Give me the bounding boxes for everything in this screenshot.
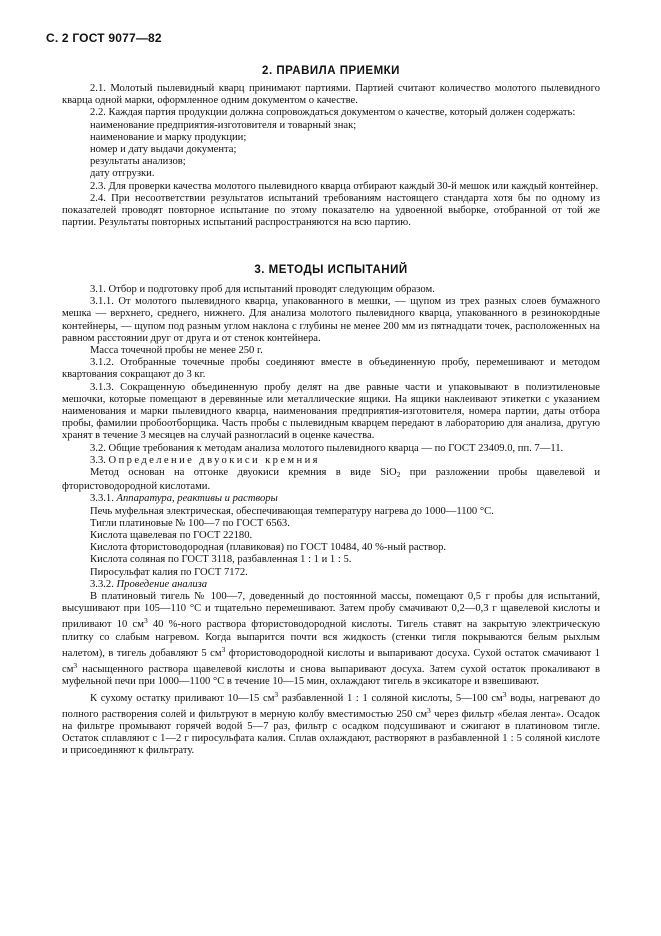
text-run: К сухому остатку приливают 10—15 см	[90, 692, 275, 704]
paragraph-method	[62, 467, 600, 493]
paragraph-3-2: 3.2. Общие требования к методам анализа молотого пылевидного кварца — по ГОСТ 23409.0, пп. 7—11.	[90, 442, 564, 454]
paragraph-analysis-1	[62, 591, 600, 688]
apparatus-item: Печь муфельная электрическая, обеспечивающая температуру нагрева до 1000—1100 °С.	[90, 505, 494, 517]
list-item: наименование предприятия-изготовителя и товарный знак;	[90, 119, 357, 131]
heading-number: 3.3.1.	[90, 493, 114, 505]
section-2-title: 2. ПРАВИЛА ПРИЕМКИ	[262, 65, 400, 77]
text-run: Метод основан на отгонке двуокиси кремния в виде SiO	[90, 467, 397, 479]
apparatus-item: Кислота щавелевая по ГОСТ 22180.	[90, 530, 253, 542]
text-run: В платиновый тигель № 100—7, доведенный до постоянной массы, помещают 0,5 г пробы для испытаний, высушивают при 105—110 °С и тщательно перемешивают. Затем пробу смачивают 0,2—0,3 г щавелевой кислоты и приливают 10 см	[62, 591, 600, 631]
text-run: разбавленной 1 : 1 соляной кислоты, 5—100 см	[278, 692, 503, 704]
paragraph-3-1-1: 3.1.1. От молотого пылевидного кварца, упакованного в мешки, — щупом из трех разных слоев бумажного мешка — верхнего, среднего, нижнего. Для анализа молотого пылевидного кварца, упакованного в резинокордные контейнеры, — щупом под разным углом наклона с глубины не менее 200 мм из пятнадцати точек, расположенных на равном расстоянии друг от друга и от стенок контейнера.	[62, 296, 600, 344]
paragraph-mass: Масса точечной пробы не менее 250 г.	[90, 345, 263, 357]
apparatus-item: Кислота фтористоводородная (плавиковая) по ГОСТ 10484, 40 %-ный раствор.	[90, 542, 447, 554]
text-run: при разложении пробы щавелевой и фтористоводородной кислотами.	[62, 467, 600, 493]
heading-text: Проведение анализа	[116, 578, 208, 590]
paragraph-3-3-1-heading	[62, 493, 600, 505]
subscript: 2	[396, 470, 401, 480]
list-item: номер и дату выдачи документа;	[90, 144, 237, 156]
paragraph-analysis-2	[62, 689, 600, 758]
heading-text: Определение двуокиси кремния	[108, 454, 320, 466]
paragraph-3-1-3: 3.1.3. Сокращенную объединенную пробу делят на две равные части и упаковывают в полиэтиленовые мешочки, которые помещают в деревянные или металлические ящики. На ящики наклеивают этикетки с указанием наименования и марки пылевидного кварца, наименования предприятия-изготовителя, номера партии, даты отбора пробы, фамилии пробоотборщика. Часть пробы с пылевидным кварцем передают в лабораторию для анализа, другую хранят в течение 3 месяцев на случай разногласий в оценке качества.	[62, 381, 600, 442]
paragraph-3-3-heading	[62, 455, 600, 467]
superscript: 3	[274, 689, 279, 699]
superscript: 3	[502, 689, 507, 699]
superscript: 3	[221, 644, 226, 654]
text-run: воды, нагревают до полного растворения солей и фильтруют в мерную колбу вместимостью 250 см	[62, 692, 600, 720]
section-3-title: 3. МЕТОДЫ ИСПЫТАНИЙ	[254, 264, 408, 276]
heading-text: Аппаратура, реактивы и растворы	[116, 493, 278, 505]
text-run: фтористоводородной кислоты и выпаривают досуха. Сухой остаток смачивают 1 см	[62, 647, 600, 676]
superscript: 3	[427, 705, 431, 715]
heading-number: 3.3.	[90, 454, 106, 466]
apparatus-item: Кислота соляная по ГОСТ 3118, разбавленная 1 : 1 и 1 : 5.	[90, 554, 352, 566]
paragraph-3-1-2: 3.1.2. Отобранные точечные пробы соединяют вместе в объединенную пробу, перемешивают и методом квартования сокращают до 3 кг.	[62, 357, 600, 381]
text-run: через фильтр «белая лента». Осадок на фильтре промывают горячей водой 5—7 раз, фильтр с осадком подсушивают и сжигают в платиновом тигле. Остаток сплавляют с 1—2 г пиросульфата калия. Сплав охлаждают, растворяют в разбавленной 1 : 5 соляной кислоте и присоединяют к фильтрату.	[62, 708, 600, 757]
apparatus-item: Тигли платиновые № 100—7 по ГОСТ 6563.	[90, 517, 290, 529]
paragraph-3-1: 3.1. Отбор и подготовку проб для испытаний проводят следующим образом.	[90, 284, 435, 295]
list-item: дату отгрузки.	[90, 168, 155, 180]
page-header: С. 2 ГОСТ 9077—82	[46, 31, 162, 45]
superscript: 3	[143, 616, 148, 626]
paragraph-2-3: 2.3. Для проверки качества молотого пылевидного кварца отбирают каждый 30-й мешок или каждый контейнер.	[90, 180, 599, 192]
paragraph-2-4: 2.4. При несоответствии результатов испытаний требованиям настоящего стандарта хотя бы по одному из показателей проводят повторное испытание по этому показателю на удвоенной выборке, отобранной от той же партии. Результаты повторных испытаний распространяются на всю партию.	[62, 192, 600, 229]
heading-number: 3.3.2.	[90, 578, 114, 590]
paragraph-3-3-2-heading	[62, 579, 600, 591]
paragraph-2-1: 2.1. Молотый пылевидный кварц принимают партиями. Партией считают количество молотого пылевидного кварца одной марки, оформленное одним документом о качестве.	[62, 83, 600, 107]
list-item: результаты анализов;	[90, 156, 186, 168]
text-run: 40 %-ного раствора фтористоводородной кислоты. Тигель ставят на закрытую электрическую плитку со слабым нагревом. Когда выпарится почти вся жидкость (стенки тигля покрываются белым рыхлым налетом), в тигель добавляют 5 см	[62, 619, 600, 659]
apparatus-item: Пиросульфат калия по ГОСТ 7172.	[90, 566, 248, 578]
section-2-body	[62, 83, 600, 229]
section-3-body	[62, 284, 600, 758]
superscript: 3	[73, 661, 78, 671]
list-item: наименование и марку продукции;	[90, 131, 247, 143]
text-run: насыщенного раствора щавелевой кислоты и снова выпаривают досуха. Затем сухой остаток прокаливают в муфельной печи при 1000—1100 °С в течение 10—15 мин, охлаждают тигель в эксикаторе и взвешивают.	[62, 664, 600, 688]
paragraph-2-2: 2.2. Каждая партия продукции должна сопровождаться документом о качестве, который должен содержать:	[90, 107, 576, 119]
